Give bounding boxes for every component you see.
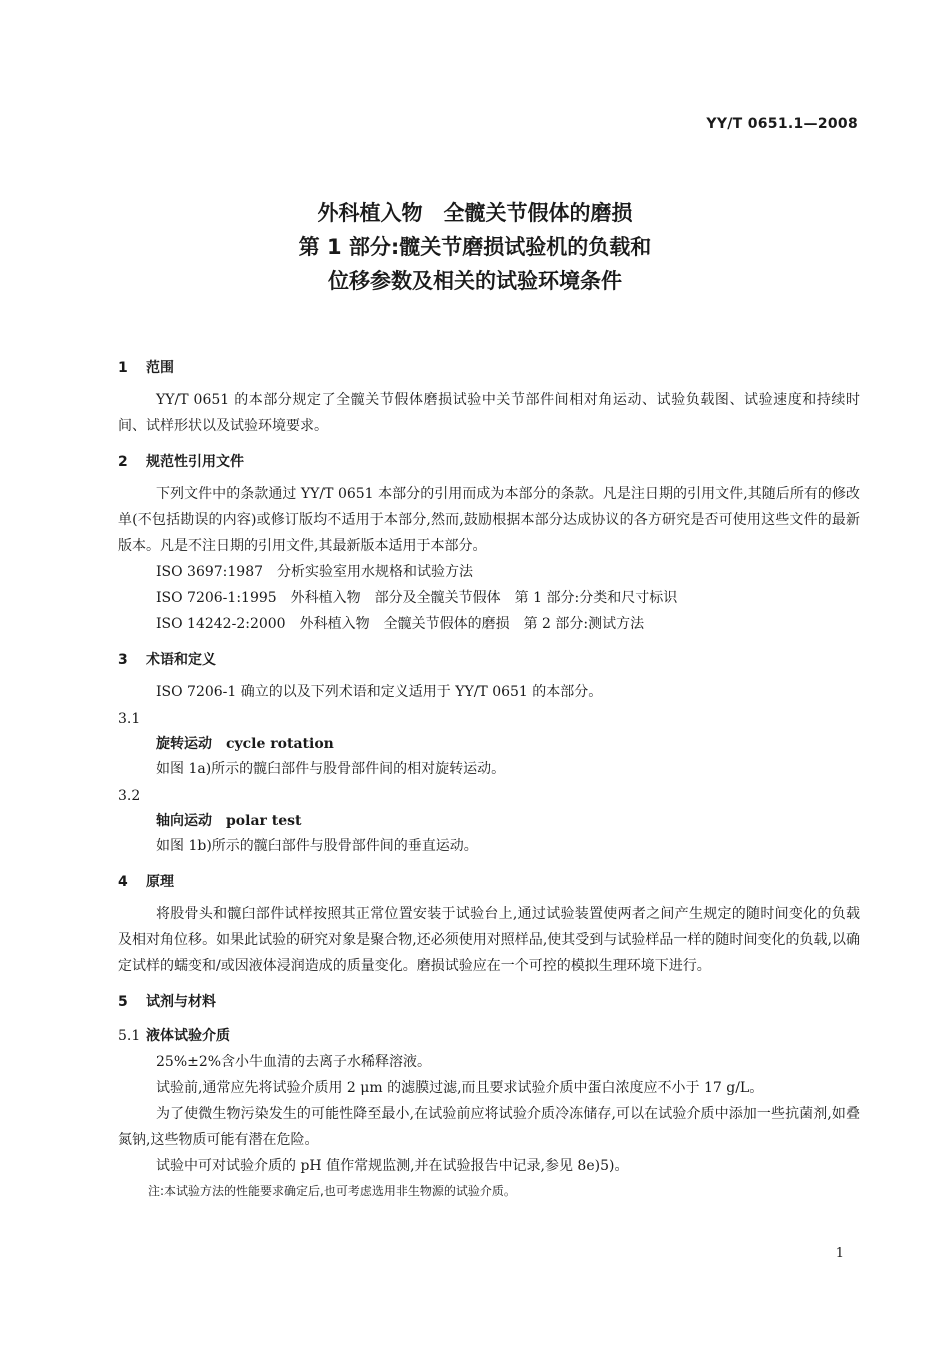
section-5-heading: 5 试剂与材料 xyxy=(118,994,216,1010)
section-1-paragraph: YY/T 0651 的本部分规定了全髋关节假体磨损试验中关节部件间相对角运动、试验负载图、试验速度和持续时间、试样形状以及试验环境要求。 xyxy=(118,392,860,434)
section-2-heading: 2 规范性引用文件 xyxy=(118,454,244,470)
title-line-2: 第 1 部分:髋关节磨损试验机的负载和 xyxy=(298,235,652,259)
section-1-heading: 1 范围 xyxy=(118,360,174,376)
medium-storage: 为了使微生物污染发生的可能性降至最小,在试验前应将试验介质冷冻储存,可以在试验介质中添加一些抗菌剂,如叠氮钠,这些物质可能有潜在危险。 xyxy=(118,1106,860,1148)
section-3-paragraph: ISO 7206-1 确立的以及下列术语和定义适用于 YY/T 0651 的本部分。 xyxy=(156,684,603,700)
document-body xyxy=(118,345,860,1203)
term-title: 旋转运动 cycle rotation xyxy=(156,736,334,752)
section-4-heading: 4 原理 xyxy=(118,874,174,890)
page-number: 1 xyxy=(835,1246,844,1261)
section-3-heading: 3 术语和定义 xyxy=(118,652,216,668)
standard-code: YY/T 0651.1—2008 xyxy=(706,116,858,132)
reference-item: ISO 14242-2:2000 外科植入物 全髋关节假体的磨损 第 2 部分:测试方法 xyxy=(156,616,645,632)
medium-ph-monitoring: 试验中可对试验介质的 pH 值作常规监测,并在试验报告中记录,参见 8e)5)。 xyxy=(156,1158,629,1174)
section-2-paragraph: 下列文件中的条款通过 YY/T 0651 本部分的引用而成为本部分的条款。凡是注日期的引用文件,其随后所有的修改单(不包括勘误的内容)或修订版均不适用于本部分,然而,鼓励根据本部分达成协议的各方研究是否可使用这些文件的最新版本。凡是不注日期的引用文件,其最新版本适用于本部分。 xyxy=(118,486,860,554)
reference-item: ISO 3697:1987 分析实验室用水规格和试验方法 xyxy=(156,564,474,580)
reference-item: ISO 7206-1:1995 外科植入物 部分及全髋关节假体 第 1 部分:分类和尺寸标识 xyxy=(156,590,678,606)
title-line-1: 外科植入物 全髋关节假体的磨损 xyxy=(317,201,633,225)
document-title xyxy=(0,196,950,298)
term-title: 轴向运动 polar test xyxy=(156,813,302,829)
term-number: 3.2 xyxy=(118,788,141,804)
note: 注:本试验方法的性能要求确定后,也可考虑选用非生物源的试验介质。 xyxy=(148,1184,516,1198)
medium-composition: 25%±2%含小牛血清的去离子水稀释溶液。 xyxy=(156,1054,432,1070)
section-4-paragraph: 将股骨头和髋臼部件试样按照其正常位置安装于试验台上,通过试验装置使两者之间产生规定的随时间变化的负载及相对角位移。如果此试验的研究对象是聚合物,还必须使用对照样品,使其受到与试验样品一样的随时间变化的负载,以确定试样的蠕变和/或因液体浸润造成的质量变化。磨损试验应在一个可控的模拟生理环境下进行。 xyxy=(118,906,860,974)
subsection-5-1-heading: 5.1 液体试验介质 xyxy=(118,1028,230,1044)
term-definition: 如图 1b)所示的髋臼部件与股骨部件间的垂直运动。 xyxy=(156,838,478,854)
term-number: 3.1 xyxy=(118,711,141,727)
title-line-3: 位移参数及相关的试验环境条件 xyxy=(328,269,622,293)
term-definition: 如图 1a)所示的髋臼部件与股骨部件间的相对旋转运动。 xyxy=(156,761,506,777)
medium-filtration: 试验前,通常应先将试验介质用 2 μm 的滤膜过滤,而且要求试验介质中蛋白浓度应不小于 17 g/L。 xyxy=(156,1080,764,1096)
